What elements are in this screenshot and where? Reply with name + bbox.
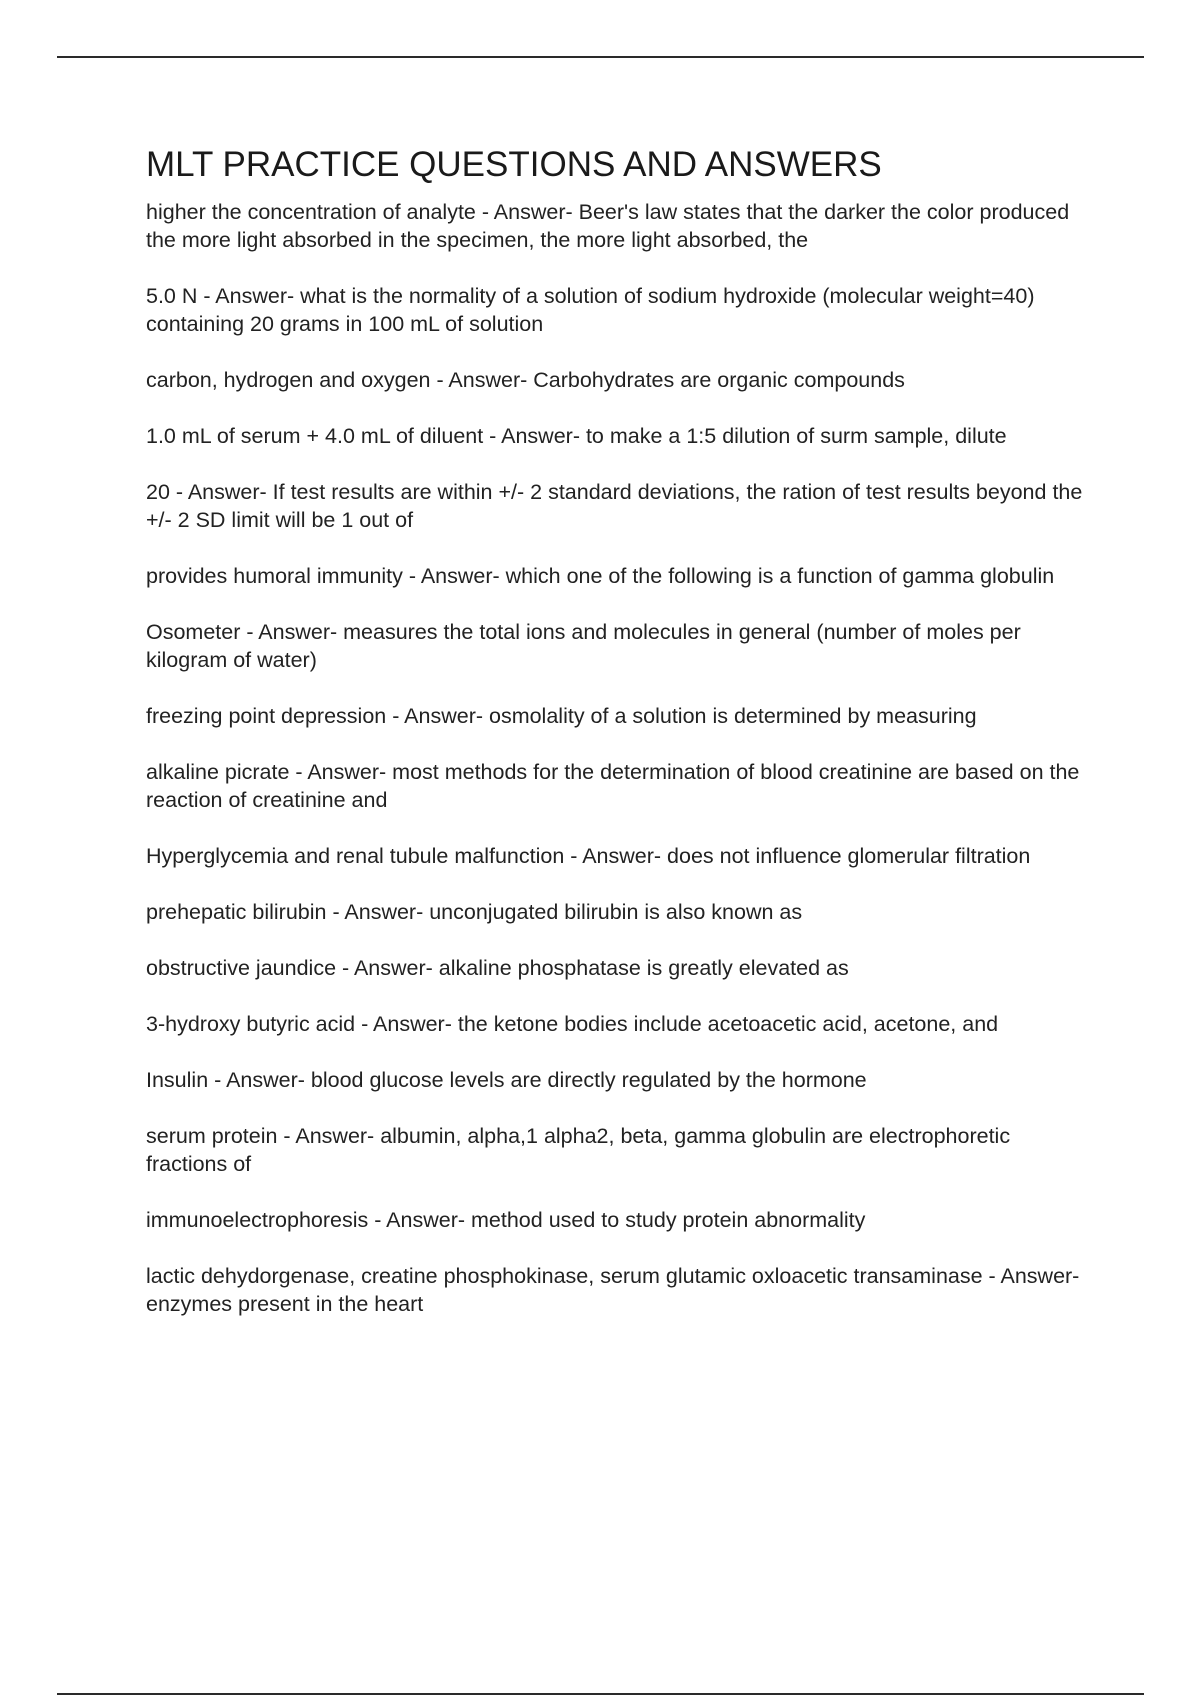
qa-item: serum protein - Answer- albumin, alpha,1 alpha2, beta, gamma globulin are electrophoretic fractions of <box>146 1124 1011 1176</box>
qa-item: prehepatic bilirubin - Answer- unconjugated bilirubin is also known as <box>146 900 803 924</box>
qa-item: freezing point depression - Answer- osmolality of a solution is determined by measuring <box>146 704 977 728</box>
document-body <box>146 140 1096 1346</box>
header-rule <box>57 56 1144 58</box>
qa-item: lactic dehydorgenase, creatine phosphokinase, serum glutamic oxloacetic transaminase - Answer- enzymes present in the heart <box>146 1264 1080 1316</box>
qa-item: immunoelectrophoresis - Answer- method used to study protein abnormality <box>146 1208 866 1232</box>
qa-item: Osometer - Answer- measures the total ions and molecules in general (number of moles per kilogram of water) <box>146 620 1021 672</box>
qa-item: 20 - Answer- If test results are within +/- 2 standard deviations, the ration of test results beyond the +/- 2 SD limit will be 1 out of <box>146 480 1083 532</box>
qa-item: alkaline picrate - Answer- most methods for the determination of blood creatinine are based on the reaction of creatinine and <box>146 760 1080 812</box>
qa-item: Insulin - Answer- blood glucose levels are directly regulated by the hormone <box>146 1068 867 1092</box>
qa-item: 1.0 mL of serum + 4.0 mL of diluent - Answer- to make a 1:5 dilution of surm sample, dilute <box>146 424 1007 448</box>
qa-list <box>146 198 1096 1318</box>
qa-item: Hyperglycemia and renal tubule malfunction - Answer- does not influence glomerular filtration <box>146 844 1031 868</box>
qa-item: 5.0 N - Answer- what is the normality of a solution of sodium hydroxide (molecular weight=40) containing 20 grams in 100 mL of solution <box>146 284 1035 336</box>
qa-item: obstructive jaundice - Answer- alkaline phosphatase is greatly elevated as <box>146 956 849 980</box>
qa-item: carbon, hydrogen and oxygen - Answer- Carbohydrates are organic compounds <box>146 368 905 392</box>
document-title: MLT PRACTICE QUESTIONS AND ANSWERS <box>146 145 882 184</box>
footer-rule <box>57 1693 1144 1695</box>
qa-item: higher the concentration of analyte - Answer- Beer's law states that the darker the color produced the more light absorbed in the specimen, the more light absorbed, the <box>146 200 1070 252</box>
qa-item: provides humoral immunity - Answer- which one of the following is a function of gamma globulin <box>146 564 1055 588</box>
qa-item: 3-hydroxy butyric acid - Answer- the ketone bodies include acetoacetic acid, acetone, and <box>146 1012 999 1036</box>
